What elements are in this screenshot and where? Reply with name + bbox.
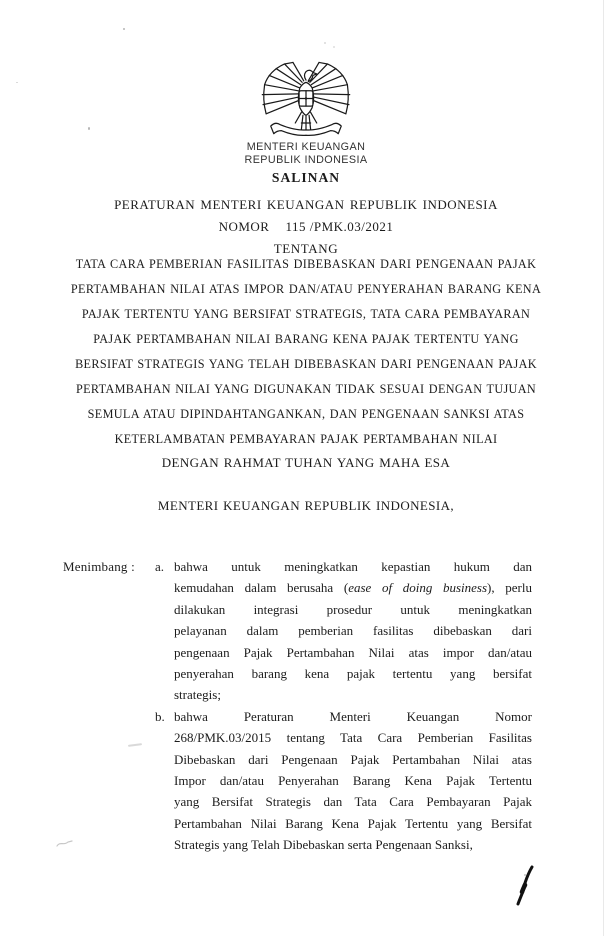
item-line: bahwa untuk meningkatkan kepastian hukum dan bbox=[174, 559, 532, 574]
about-label: TENTANG bbox=[273, 241, 339, 256]
italic-phrase: ease of doing business bbox=[348, 580, 488, 596]
item-line: Impor dan/atau Penyerahan Barang Kena Pajak Tertentu bbox=[174, 773, 532, 789]
scan-speck bbox=[123, 28, 125, 30]
item-line: Strategis yang Telah Dibebaskan serta Pengenaan Sanksi, bbox=[174, 837, 473, 853]
item-marker: a. bbox=[155, 559, 165, 574]
letterhead bbox=[0, 141, 612, 167]
regulation-heading: PERATURAN MENTERI KEUANGAN REPUBLIK INDONESIA bbox=[114, 197, 498, 212]
subject-line: KETERLAMBATAN PEMBAYARAN PAJAK PERTAMBAHAN NILAI bbox=[114, 432, 498, 446]
ministry-name: MENTERI KEUANGAN bbox=[246, 141, 366, 153]
subject-line: PERTAMBAHAN NILAI ATAS IMPOR DAN/ATAU PENYERAHAN BARANG KENA bbox=[70, 282, 542, 296]
item-line: kemudahan dalam berusaha (ease of doing business), perlu bbox=[174, 580, 532, 596]
subject-line: PAJAK PERTAMBAHAN NILAI BARANG KENA PAJAK TERTENTU YANG bbox=[93, 332, 519, 346]
garuda-pancasila-icon bbox=[260, 60, 352, 145]
scan-speck bbox=[324, 42, 326, 44]
scan-squiggle-mark bbox=[56, 836, 74, 854]
number-value: 115 /PMK.03/2021 bbox=[285, 219, 394, 234]
scan-speck bbox=[333, 46, 335, 48]
handwritten-initial-mark bbox=[514, 864, 542, 913]
item-line: bahwa Peraturan Menteri Keuangan Nomor bbox=[174, 708, 532, 724]
item-line: pengenaan Pajak Pertambahan Nilai atas impor dan/atau bbox=[174, 644, 532, 660]
considering-section bbox=[0, 556, 612, 856]
item-line: pelayanan dalam pemberian fasilitas dibebaskan dari bbox=[174, 623, 532, 639]
copy-stamp: SALINAN bbox=[271, 170, 341, 185]
considering-item-a bbox=[155, 556, 535, 706]
scan-edge-line bbox=[603, 0, 604, 936]
scan-speck bbox=[16, 82, 18, 83]
item-line: 268/PMK.03/2015 tentang Tata Cara Pemberian Fasilitas bbox=[174, 730, 532, 746]
subject-line: TATA CARA PEMBERIAN FASILITAS DIBEBASKAN DARI PENGENAAN PAJAK bbox=[75, 257, 537, 271]
subject-line: PERTAMBAHAN NILAI YANG DIGUNAKAN TIDAK SESUAI DENGAN TUJUAN bbox=[75, 382, 537, 396]
item-marker: b. bbox=[155, 708, 165, 724]
republic-name: REPUBLIK INDONESIA bbox=[244, 154, 368, 166]
subject-line: SEMULA ATAU DIPINDAHTANGANKAN, DAN PENGENAAN SANKSI ATAS bbox=[87, 407, 525, 421]
subject-line: PAJAK TERTENTU YANG BERSIFAT STRATEGIS, TATA CARA PEMBAYARAN bbox=[81, 307, 531, 321]
item-line: Dibebaskan dari Pengenaan Pajak Pertambahan Nilai atas bbox=[174, 751, 532, 767]
authority-line: MENTERI KEUANGAN REPUBLIK INDONESIA, bbox=[157, 498, 455, 513]
regulation-subject bbox=[0, 252, 612, 452]
regulation-number bbox=[0, 219, 612, 235]
item-line: dilakukan integrasi prosedur untuk meningkatkan bbox=[174, 601, 532, 617]
scan-speck bbox=[88, 127, 90, 130]
considering-label: Menimbang : bbox=[63, 559, 135, 574]
item-line: Pertambahan Nilai Barang Kena Pajak Tertentu yang Bersifat bbox=[174, 815, 532, 831]
item-line: penyerahan barang kena pajak tertentu yang bersifat bbox=[174, 666, 532, 682]
item-line: strategis; bbox=[174, 687, 221, 703]
subject-line: BERSIFAT STRATEGIS YANG TELAH DIBEBASKAN DARI PENGENAAN PAJAK bbox=[75, 357, 537, 371]
invocation: DENGAN RAHMAT TUHAN YANG MAHA ESA bbox=[161, 455, 451, 470]
number-label: NOMOR bbox=[218, 219, 270, 234]
item-line: yang Bersifat Strategis dan Tata Cara Pembayaran Pajak bbox=[174, 794, 532, 810]
considering-item-b bbox=[155, 706, 535, 856]
